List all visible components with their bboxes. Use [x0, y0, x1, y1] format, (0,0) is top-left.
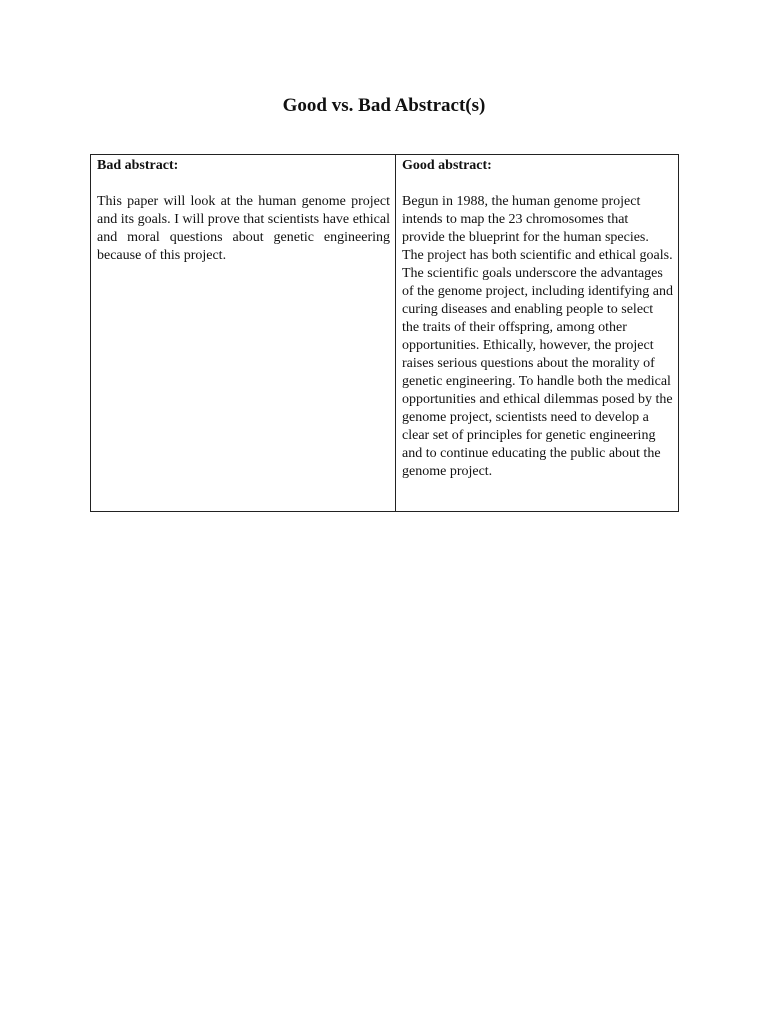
- abstract-comparison-table: [90, 154, 679, 512]
- good-abstract-heading: Good abstract:: [402, 158, 492, 173]
- bad-abstract-heading: Bad abstract:: [97, 158, 179, 173]
- table-row: [91, 155, 679, 512]
- good-abstract-text: Begun in 1988, the human genome project intends to map the 23 chromosomes that provide the blueprint for the human species. The project has both scientific and ethical goals. The scientific goals underscore the advantages of the genome project, including identifying and curing diseases and enabling people to select the traits of their offspring, among other opportunities. Ethically, however, the project raises serious questions about the morality of genetic engineering. To handle both the medical opportunities and ethical dilemmas posed by the genome project, scientists need to develop a clear set of principles for genetic engineering and to continue educating the public about the genome project.: [402, 194, 673, 479]
- good-abstract-cell: [396, 155, 679, 512]
- bad-abstract-text: This paper will look at the human genome project and its goals. I will prove that scientists have ethical and moral questions about genetic engineering because of this project.: [97, 194, 390, 263]
- bad-abstract-cell: [91, 155, 396, 512]
- page-title: Good vs. Bad Abstract(s): [282, 95, 486, 116]
